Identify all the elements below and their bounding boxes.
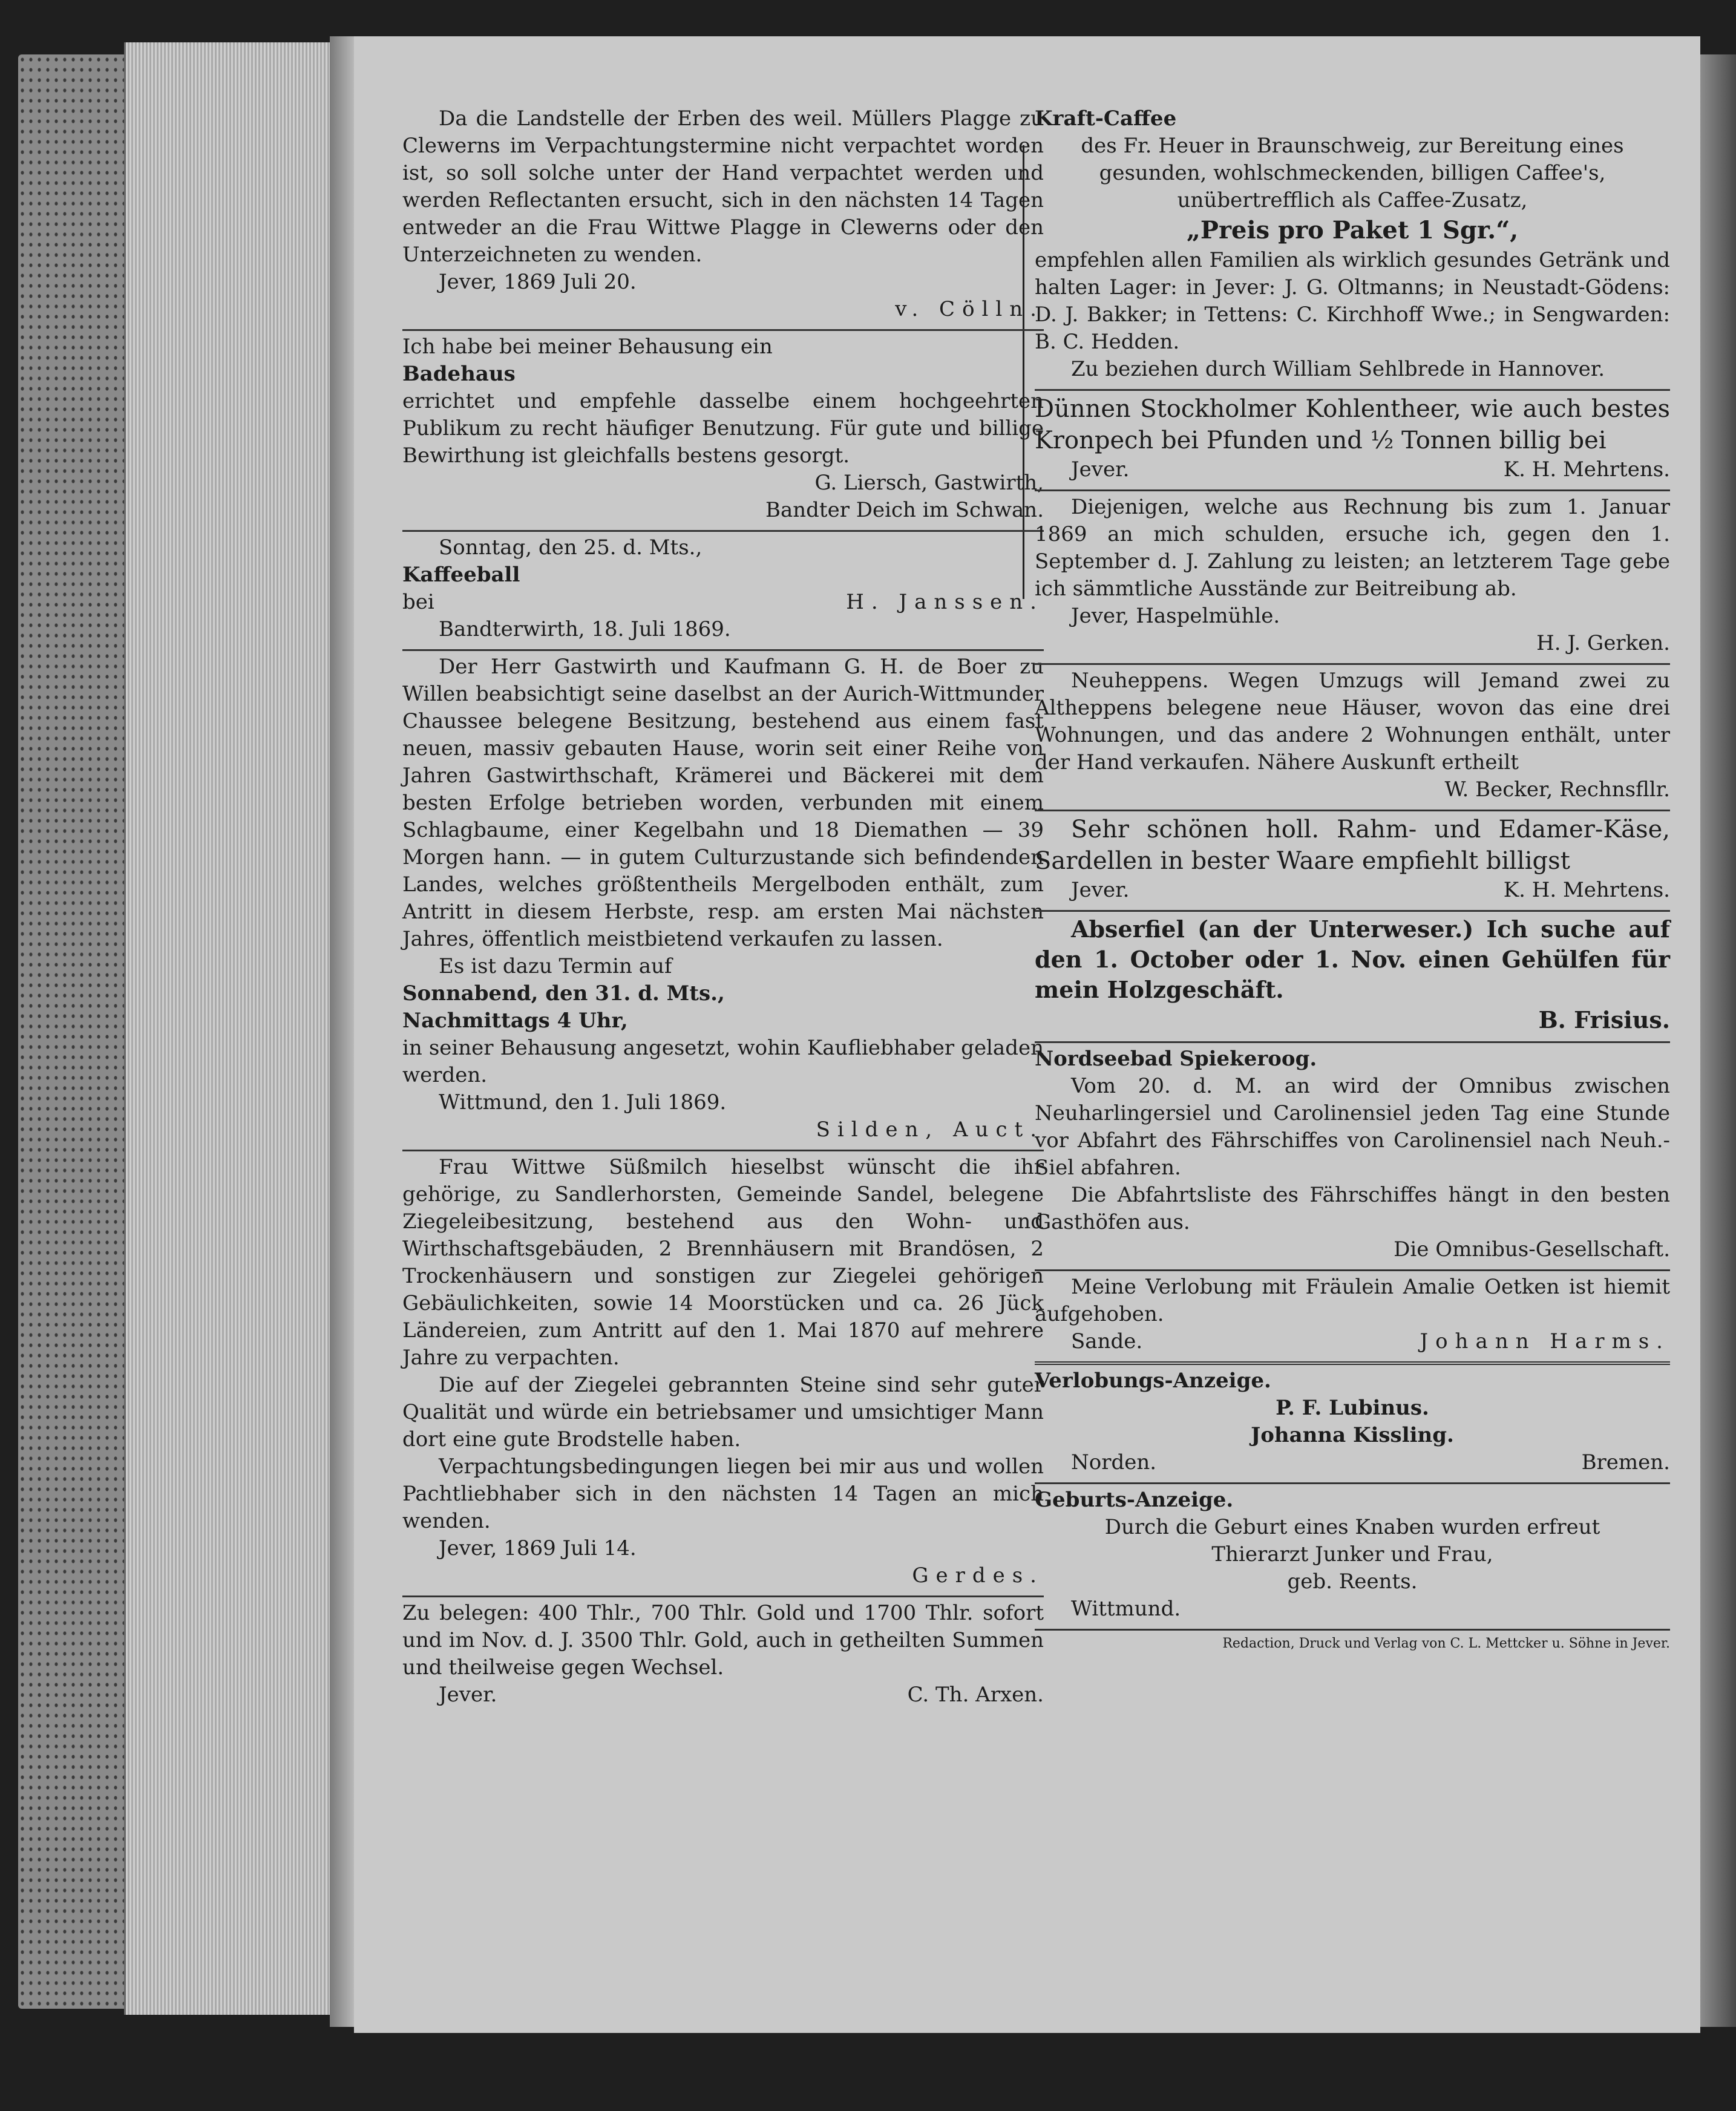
ad-rechnung bbox=[1035, 491, 1670, 665]
ad-kraft-caffee bbox=[1035, 103, 1670, 391]
ad-signer: v. Cölln. bbox=[895, 297, 1044, 321]
newspaper-page bbox=[354, 36, 1700, 2033]
ad-signer: G. Liersch, Gastwirth, bbox=[814, 471, 1044, 495]
ad-signer-row bbox=[402, 1681, 1044, 1709]
ad-name-1: P. F. Lubinus. bbox=[1276, 1396, 1429, 1420]
imprint-line: Redaction, Druck und Verlag von C. L. Mettcker u. Söhne in Jever. bbox=[1222, 1636, 1670, 1651]
ad-text: Durch die Geburt eines Knaben wurden erfreut bbox=[1104, 1515, 1600, 1539]
ad-text-2: in seiner Behausung angesetzt, wohin Kaufliebhaber geladen werden. bbox=[402, 1036, 1044, 1087]
ad-headline-time: Nachmittags 4 Uhr, bbox=[402, 1009, 628, 1033]
ad-signer: H. J. Gerken. bbox=[1536, 631, 1670, 655]
ad-place: Jever. bbox=[1071, 878, 1130, 902]
ad-geld bbox=[402, 1597, 1044, 1715]
ad-place-2: Bremen. bbox=[1581, 1450, 1670, 1474]
ad-kaffeeball bbox=[402, 532, 1044, 651]
ad-text-2: empfehlen allen Familien als wirklich gesundes Getränk und halten Lager: in Jever: J. G. Oltmanns; in Neustadt-Gödens: D. J. Bakker; in Tettens: C. Kirchhoff Wwe.; in Sengwarden: B. C. Hedden. bbox=[1035, 248, 1670, 354]
ad-text: Der Herr Gastwirth und Kaufmann G. H. de Boer zu Willen beabsichtigt seine daselbst an der Aurich-Wittmunder Chaussee belegene Besitzung, bestehend aus einem fast neuen, massiv gebauten Hause, worin seit einer Reihe von Jahren Gastwirthschaft, Krämerei und Bäckerei mit dem besten Erfolge betrieben worden, verbunden mit einem Schlagbaume, einer Kegelbahn und 18 Diemathen — 39 Morgen hann. — in gutem Culturzustande sich befindenden Landes, welches größtentheils Mergelboden enthält, zum Antritt in diesem Herbste, resp. am ersten Mai nächsten Jahres, öffentlich meistbietend verkaufen zu lassen. bbox=[402, 655, 1044, 951]
ad-text-3: Verpachtungsbedingungen liegen bei mir aus und wollen Pachtliebhaber sich in den nächsten 14 Tagen an mich wenden. bbox=[402, 1455, 1044, 1533]
ad-verlobung-aufgehoben bbox=[1035, 1271, 1670, 1365]
ad-signer-row bbox=[402, 589, 1044, 616]
ad-text: Abserfiel (an der Unterweser.) Ich suche auf den 1. October oder 1. Nov. einen Gehülfen für mein Holzgeschäft. bbox=[1035, 915, 1670, 1003]
ad-name-1: Thierarzt Junker und Frau, bbox=[1211, 1542, 1493, 1566]
ad-headline: Kaffeeball bbox=[402, 563, 520, 587]
ad-signer: Johann Harms. bbox=[1420, 1329, 1670, 1353]
right-column bbox=[1035, 103, 1670, 1667]
ad-bei: bei bbox=[402, 590, 434, 614]
ad-text-2: Die Abfahrtsliste des Fährschiffes hängt in den besten Gasthöfen aus. bbox=[1035, 1183, 1670, 1234]
left-column bbox=[402, 103, 1044, 1715]
ad-name-2: geb. Reents. bbox=[1287, 1569, 1418, 1594]
ad-headline-date: Sonnabend, den 31. d. Mts., bbox=[402, 981, 725, 1006]
ad-besitzung bbox=[402, 651, 1044, 1151]
page-stack-edge bbox=[124, 42, 332, 2015]
ad-place: Jever. bbox=[439, 1683, 497, 1707]
ad-signer: B. Frisius. bbox=[1538, 1006, 1670, 1033]
ad-headline: Badehaus bbox=[402, 362, 516, 386]
ad-place-1: Norden. bbox=[1071, 1450, 1157, 1474]
ad-text: Neuheppens. Wegen Umzugs will Jemand zwei zu Altheppens belegene neue Häuser, wovon das eine drei Wohnungen, und das andere 2 Wohnungen enthält, unter der Hand verkaufen. Nähere Auskunft ertheilt bbox=[1035, 669, 1670, 774]
ad-text: Da die Landstelle der Erben des weil. Müllers Plagge zu Clewerns im Verpachtungstermine nicht verpachtet worden ist, so soll solche unter der Hand verpachtet werden und werden Reflectanten ersucht, sich in den nächsten 14 Tagen entweder an die Frau Wittwe Plagge in Clewerns oder den Unterzeichneten zu wenden. bbox=[402, 106, 1044, 267]
ad-place: Wittmund. bbox=[1071, 1597, 1181, 1621]
ad-signer: Silden, Auct. bbox=[816, 1118, 1044, 1142]
ad-kohlentheer bbox=[1035, 391, 1670, 491]
ad-text: Sehr schönen holl. Rahm- und Edamer-Käse, Sardellen in bester Waare empfiehlt billigst bbox=[1035, 816, 1670, 875]
ad-signer: Die Omnibus-Gesellschaft. bbox=[1394, 1237, 1670, 1262]
ad-headline: Nordseebad Spiekeroog. bbox=[1035, 1047, 1317, 1071]
ad-gehuelfe bbox=[1035, 912, 1670, 1043]
ad-signer: K. H. Mehrtens. bbox=[1503, 457, 1670, 482]
ad-signer: W. Becker, Rechnsfllr. bbox=[1444, 777, 1670, 802]
ad-text: errichtet und empfehle dasselbe einem hochgeehrten Publikum zu recht häufiger Benutzung. Für gute und billige Bewirthung ist gleichfalls bestens gesorgt. bbox=[402, 389, 1044, 468]
ad-text: Vom 20. d. M. an wird der Omnibus zwischen Neuharlingersiel und Carolinensiel jeden Tag eine Stunde vor Abfahrt des Fährschiffes von Carolinensiel nach Neuh.-Siel abfahren. bbox=[1035, 1074, 1670, 1180]
ad-geburts-anzeige bbox=[1035, 1484, 1670, 1631]
ad-badehaus bbox=[402, 331, 1044, 532]
book-cover-edge bbox=[18, 54, 133, 2009]
ad-text-2: Die auf der Ziegelei gebrannten Steine sind sehr guter Qualität und würde ein betriebsamer und umsichtiger Mann dort eine gute Brodstelle haben. bbox=[402, 1373, 1044, 1452]
ad-place: Jever. bbox=[1071, 457, 1130, 482]
ad-kaese bbox=[1035, 811, 1670, 912]
ad-headline: Kraft-Caffee bbox=[1035, 106, 1177, 131]
ad-text: Dünnen Stockholmer Kohlentheer, wie auch bestes Kronpech bei Pfunden und ½ Tonnen billig bei bbox=[1035, 395, 1670, 454]
ad-places-row bbox=[1035, 1449, 1670, 1476]
ad-text-3: Zu beziehen durch William Sehlbrede in Hannover. bbox=[1071, 357, 1605, 381]
ad-date: Jever, 1869 Juli 20. bbox=[439, 270, 637, 294]
ad-place: Jever, Haspelmühle. bbox=[1071, 604, 1280, 628]
ad-place: Bandter Deich im Schwan. bbox=[765, 498, 1044, 522]
ad-text: Frau Wittwe Süßmilch hieselbst wünscht die ihr gehörige, zu Sandlerhorsten, Gemeinde Sandel, belegene Ziegeleibesitzung, bestehend aus den Wohn- und Wirthschaftsgebäuden, 2 Brennhäusern mit Brandösen, 2 Trockenhäusern und sonstigen zur Ziegelei gehörigen Gebäulichkeiten, sowie 14 Moorstücken und ca. 26 Jück Ländereien, zum Antritt auf den 1. Mai 1870 auf mehrere Jahre zu verpachten. bbox=[402, 1155, 1044, 1370]
ad-signer: H. Janssen. bbox=[846, 590, 1044, 614]
ad-text: Meine Verlobung mit Fräulein Amalie Oetken ist hiemit aufgehoben. bbox=[1035, 1275, 1670, 1326]
ad-signer: K. H. Mehrtens. bbox=[1503, 878, 1670, 902]
ad-spiekeroog bbox=[1035, 1043, 1670, 1271]
ad-intro: Sonntag, den 25. d. Mts., bbox=[439, 535, 703, 560]
ad-date: Bandterwirth, 18. Juli 1869. bbox=[439, 617, 731, 641]
ad-intro: Ich habe bei meiner Behausung ein bbox=[402, 335, 773, 359]
ad-neuheppens bbox=[1035, 665, 1670, 811]
ad-verlobungs-anzeige bbox=[1035, 1365, 1670, 1484]
ad-signer-row bbox=[1035, 456, 1670, 483]
ad-text: Diejenigen, welche aus Rechnung bis zum 1. Januar 1869 an mich schulden, ersuche ich, gegen den 1. September d. J. Zahlung zu leisten; an letzterem Tage gebe ich sämmtliche Ausstände zur Beitreibung ab. bbox=[1035, 495, 1670, 601]
ad-place: Sande. bbox=[1071, 1329, 1143, 1353]
book-gutter bbox=[330, 36, 354, 2027]
ad-headline: Verlobungs-Anzeige. bbox=[1035, 1369, 1271, 1393]
ad-text: Zu belegen: 400 Thlr., 700 Thlr. Gold und 1700 Thlr. sofort und im Nov. d. J. 3500 Thlr. Gold, auch in getheilten Summen und theilweise gegen Wechsel. bbox=[402, 1601, 1044, 1680]
ad-name-2: Johanna Kissling. bbox=[1251, 1423, 1454, 1447]
ad-date: Wittmund, den 1. Juli 1869. bbox=[439, 1090, 727, 1114]
ad-signer-row bbox=[1035, 877, 1670, 904]
ad-price: „Preis pro Paket 1 Sgr.“, bbox=[1186, 216, 1519, 244]
ad-termin: Es ist dazu Termin auf bbox=[439, 954, 672, 978]
ad-text: des Fr. Heuer in Braunschweig, zur Bereitung eines gesunden, wohlschmeckenden, billigen Caffee's, unübertrefflich als Caffee-Zusatz, bbox=[1081, 134, 1624, 212]
ad-date: Jever, 1869 Juli 14. bbox=[439, 1536, 637, 1560]
facing-page-edge bbox=[1700, 54, 1736, 2027]
ad-signer: Gerdes. bbox=[912, 1563, 1044, 1588]
ad-signer-row bbox=[1035, 1328, 1670, 1355]
ad-signer: C. Th. Arxen. bbox=[907, 1683, 1044, 1707]
ad-ziegelei bbox=[402, 1151, 1044, 1597]
ad-landstelle bbox=[402, 103, 1044, 331]
ad-headline: Geburts-Anzeige. bbox=[1035, 1488, 1234, 1512]
